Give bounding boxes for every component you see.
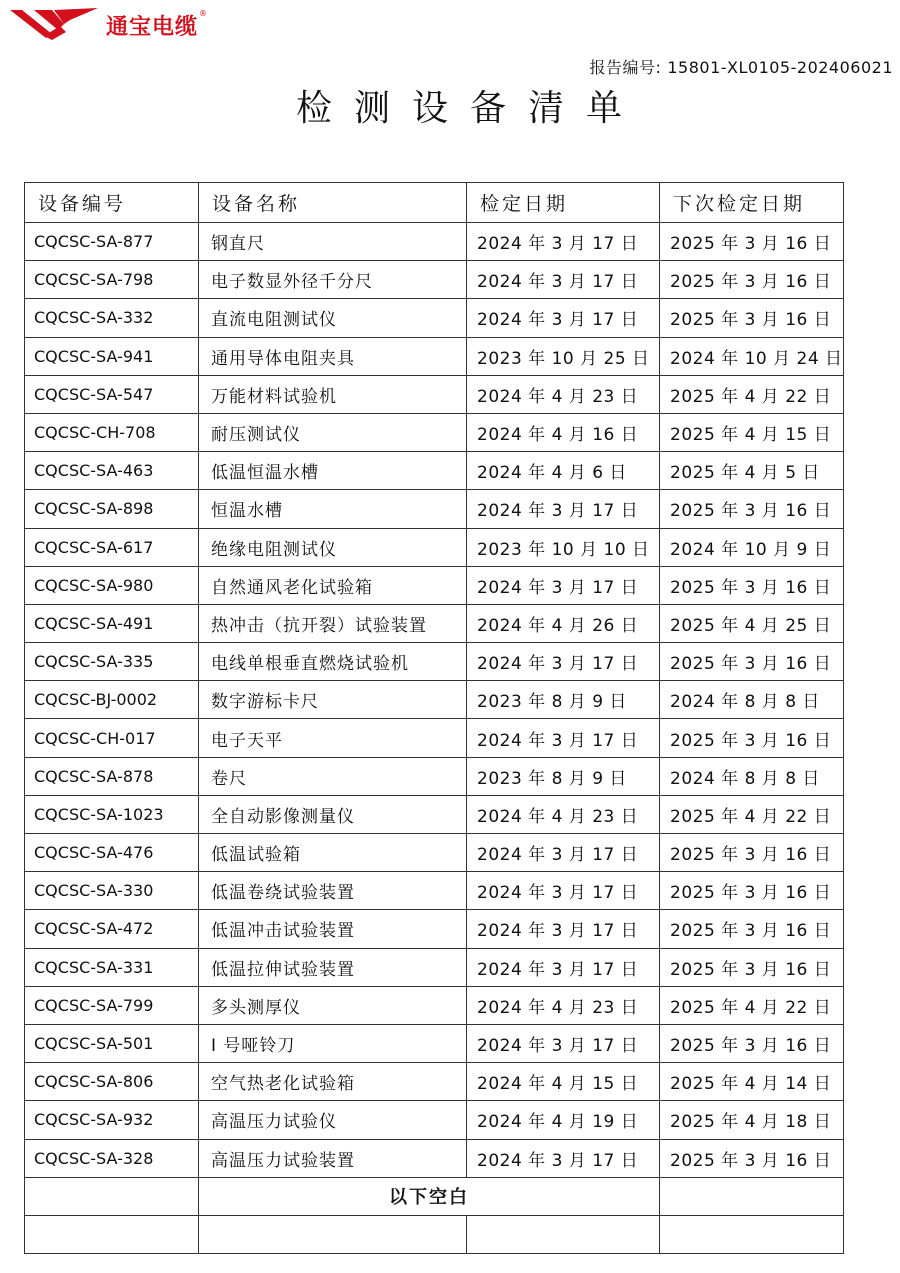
equipment-name: 绝缘电阻测试仪 <box>199 528 467 566</box>
equipment-name: 空气热老化试验箱 <box>199 1063 467 1101</box>
empty-cell <box>660 1177 844 1215</box>
equipment-id: CQCSC-SA-491 <box>25 604 199 642</box>
equipment-id: CQCSC-CH-708 <box>25 413 199 451</box>
equipment-id: CQCSC-SA-476 <box>25 834 199 872</box>
equipment-id: CQCSC-SA-1023 <box>25 795 199 833</box>
calibration-date: 2024 年 4 月 16 日 <box>467 413 660 451</box>
calibration-date: 2024 年 4 月 19 日 <box>467 1101 660 1139</box>
company-logo <box>8 6 207 40</box>
table-row <box>25 643 844 681</box>
equipment-name: 低温试验箱 <box>199 834 467 872</box>
next-calibration-date: 2025 年 3 月 16 日 <box>660 223 844 261</box>
equipment-name: 恒温水槽 <box>199 490 467 528</box>
equipment-id: CQCSC-SA-463 <box>25 452 199 490</box>
equipment-id: CQCSC-SA-331 <box>25 948 199 986</box>
equipment-name: I 号哑铃刀 <box>199 1024 467 1062</box>
calibration-date: 2024 年 3 月 17 日 <box>467 223 660 261</box>
calibration-date: 2024 年 3 月 17 日 <box>467 1024 660 1062</box>
equipment-id: CQCSC-SA-877 <box>25 223 199 261</box>
empty-cell <box>660 1215 844 1253</box>
calibration-date: 2024 年 4 月 15 日 <box>467 1063 660 1101</box>
next-calibration-date: 2025 年 3 月 16 日 <box>660 1139 844 1177</box>
empty-cell <box>467 1215 660 1253</box>
equipment-name: 高温压力试验装置 <box>199 1139 467 1177</box>
equipment-id: CQCSC-SA-472 <box>25 910 199 948</box>
calibration-date: 2024 年 3 月 17 日 <box>467 261 660 299</box>
equipment-name: 低温恒温水槽 <box>199 452 467 490</box>
next-calibration-date: 2024 年 8 月 8 日 <box>660 757 844 795</box>
equipment-id: CQCSC-SA-878 <box>25 757 199 795</box>
table-row <box>25 604 844 642</box>
empty-cell <box>25 1215 199 1253</box>
equipment-id: CQCSC-CH-017 <box>25 719 199 757</box>
empty-cell <box>25 1177 199 1215</box>
next-calibration-date: 2025 年 4 月 14 日 <box>660 1063 844 1101</box>
next-calibration-date: 2025 年 3 月 16 日 <box>660 261 844 299</box>
next-calibration-date: 2025 年 4 月 22 日 <box>660 795 844 833</box>
column-header-id: 设备编号 <box>25 183 199 223</box>
empty-cell <box>199 1215 467 1253</box>
calibration-date: 2024 年 4 月 23 日 <box>467 375 660 413</box>
table-row <box>25 413 844 451</box>
table-row <box>25 566 844 604</box>
table-row <box>25 1101 844 1139</box>
equipment-id: CQCSC-SA-335 <box>25 643 199 681</box>
equipment-name: 卷尺 <box>199 757 467 795</box>
equipment-id: CQCSC-SA-617 <box>25 528 199 566</box>
table-row <box>25 490 844 528</box>
table-row <box>25 948 844 986</box>
calibration-date: 2024 年 4 月 26 日 <box>467 604 660 642</box>
equipment-name: 全自动影像测量仪 <box>199 795 467 833</box>
calibration-date: 2024 年 4 月 23 日 <box>467 986 660 1024</box>
equipment-name: 直流电阻测试仪 <box>199 299 467 337</box>
equipment-id: CQCSC-SA-980 <box>25 566 199 604</box>
equipment-name: 万能材料试验机 <box>199 375 467 413</box>
equipment-name: 电线单根垂直燃烧试验机 <box>199 643 467 681</box>
table-row <box>25 1139 844 1177</box>
calibration-date: 2024 年 3 月 17 日 <box>467 490 660 528</box>
calibration-date: 2024 年 3 月 17 日 <box>467 948 660 986</box>
logo-registered-mark: ® <box>199 8 208 18</box>
calibration-date: 2024 年 3 月 17 日 <box>467 872 660 910</box>
next-calibration-date: 2025 年 4 月 25 日 <box>660 604 844 642</box>
equipment-id: CQCSC-SA-806 <box>25 1063 199 1101</box>
next-calibration-date: 2025 年 4 月 18 日 <box>660 1101 844 1139</box>
next-calibration-date: 2025 年 3 月 16 日 <box>660 910 844 948</box>
table-row <box>25 1063 844 1101</box>
table-row <box>25 872 844 910</box>
equipment-name: 低温拉伸试验装置 <box>199 948 467 986</box>
equipment-name: 通用导体电阻夹具 <box>199 337 467 375</box>
calibration-date: 2023 年 10 月 25 日 <box>467 337 660 375</box>
table-row <box>25 910 844 948</box>
next-calibration-date: 2025 年 3 月 16 日 <box>660 643 844 681</box>
equipment-id: CQCSC-SA-941 <box>25 337 199 375</box>
table-row <box>25 834 844 872</box>
table-row <box>25 681 844 719</box>
blank-marker-row <box>25 1177 844 1215</box>
next-calibration-date: 2025 年 4 月 22 日 <box>660 375 844 413</box>
equipment-name: 低温冲击试验装置 <box>199 910 467 948</box>
empty-row <box>25 1215 844 1253</box>
calibration-date: 2024 年 3 月 17 日 <box>467 910 660 948</box>
equipment-name: 耐压测试仪 <box>199 413 467 451</box>
equipment-name: 数字游标卡尺 <box>199 681 467 719</box>
equipment-id: CQCSC-SA-330 <box>25 872 199 910</box>
equipment-name: 电子数显外径千分尺 <box>199 261 467 299</box>
calibration-date: 2024 年 3 月 17 日 <box>467 719 660 757</box>
equipment-name: 自然通风老化试验箱 <box>199 566 467 604</box>
next-calibration-date: 2025 年 3 月 16 日 <box>660 566 844 604</box>
equipment-id: CQCSC-SA-798 <box>25 261 199 299</box>
column-header-next-date: 下次检定日期 <box>660 183 844 223</box>
equipment-id: CQCSC-SA-932 <box>25 1101 199 1139</box>
equipment-id: CQCSC-BJ-0002 <box>25 681 199 719</box>
table-header-row <box>25 183 844 223</box>
report-number-value: 15801-XL0105-202406021 <box>667 58 893 77</box>
calibration-date: 2023 年 8 月 9 日 <box>467 681 660 719</box>
equipment-name: 多头测厚仪 <box>199 986 467 1024</box>
next-calibration-date: 2025 年 4 月 5 日 <box>660 452 844 490</box>
equipment-name: 电子天平 <box>199 719 467 757</box>
table-row <box>25 986 844 1024</box>
calibration-date: 2024 年 3 月 17 日 <box>467 834 660 872</box>
equipment-name: 钢直尺 <box>199 223 467 261</box>
calibration-date: 2024 年 3 月 17 日 <box>467 299 660 337</box>
table-row <box>25 1024 844 1062</box>
next-calibration-date: 2024 年 8 月 8 日 <box>660 681 844 719</box>
next-calibration-date: 2025 年 3 月 16 日 <box>660 872 844 910</box>
equipment-id: CQCSC-SA-501 <box>25 1024 199 1062</box>
column-header-date: 检定日期 <box>467 183 660 223</box>
calibration-date: 2023 年 8 月 9 日 <box>467 757 660 795</box>
next-calibration-date: 2024 年 10 月 24 日 <box>660 337 844 375</box>
logo-text: 通宝电缆 <box>106 14 199 40</box>
table-row <box>25 795 844 833</box>
next-calibration-date: 2025 年 3 月 16 日 <box>660 1024 844 1062</box>
table-row <box>25 528 844 566</box>
equipment-id: CQCSC-SA-898 <box>25 490 199 528</box>
page-title: 检测设备清单 <box>295 88 644 129</box>
next-calibration-date: 2025 年 3 月 16 日 <box>660 490 844 528</box>
table-row <box>25 375 844 413</box>
calibration-date: 2023 年 10 月 10 日 <box>467 528 660 566</box>
next-calibration-date: 2025 年 3 月 16 日 <box>660 299 844 337</box>
equipment-name: 高温压力试验仪 <box>199 1101 467 1139</box>
logo-wing-icon <box>8 6 100 40</box>
column-header-name: 设备名称 <box>199 183 467 223</box>
calibration-date: 2024 年 3 月 17 日 <box>467 566 660 604</box>
calibration-date: 2024 年 4 月 23 日 <box>467 795 660 833</box>
equipment-id: CQCSC-SA-328 <box>25 1139 199 1177</box>
report-number-line <box>589 55 893 78</box>
next-calibration-date: 2025 年 4 月 15 日 <box>660 413 844 451</box>
calibration-date: 2024 年 3 月 17 日 <box>467 643 660 681</box>
table-row <box>25 337 844 375</box>
calibration-date: 2024 年 3 月 17 日 <box>467 1139 660 1177</box>
equipment-id: CQCSC-SA-799 <box>25 986 199 1024</box>
next-calibration-date: 2025 年 3 月 16 日 <box>660 719 844 757</box>
equipment-id: CQCSC-SA-332 <box>25 299 199 337</box>
equipment-table <box>24 182 844 1254</box>
equipment-name: 低温卷绕试验装置 <box>199 872 467 910</box>
next-calibration-date: 2024 年 10 月 9 日 <box>660 528 844 566</box>
equipment-name: 热冲击（抗开裂）试验装置 <box>199 604 467 642</box>
table-row <box>25 223 844 261</box>
table-row <box>25 261 844 299</box>
blank-below-label: 以下空白 <box>199 1177 660 1215</box>
equipment-id: CQCSC-SA-547 <box>25 375 199 413</box>
table-row <box>25 452 844 490</box>
next-calibration-date: 2025 年 3 月 16 日 <box>660 948 844 986</box>
report-number-label: 报告编号: <box>589 58 662 77</box>
table-row <box>25 299 844 337</box>
next-calibration-date: 2025 年 3 月 16 日 <box>660 834 844 872</box>
calibration-date: 2024 年 4 月 6 日 <box>467 452 660 490</box>
table-row <box>25 719 844 757</box>
table-row <box>25 757 844 795</box>
next-calibration-date: 2025 年 4 月 22 日 <box>660 986 844 1024</box>
